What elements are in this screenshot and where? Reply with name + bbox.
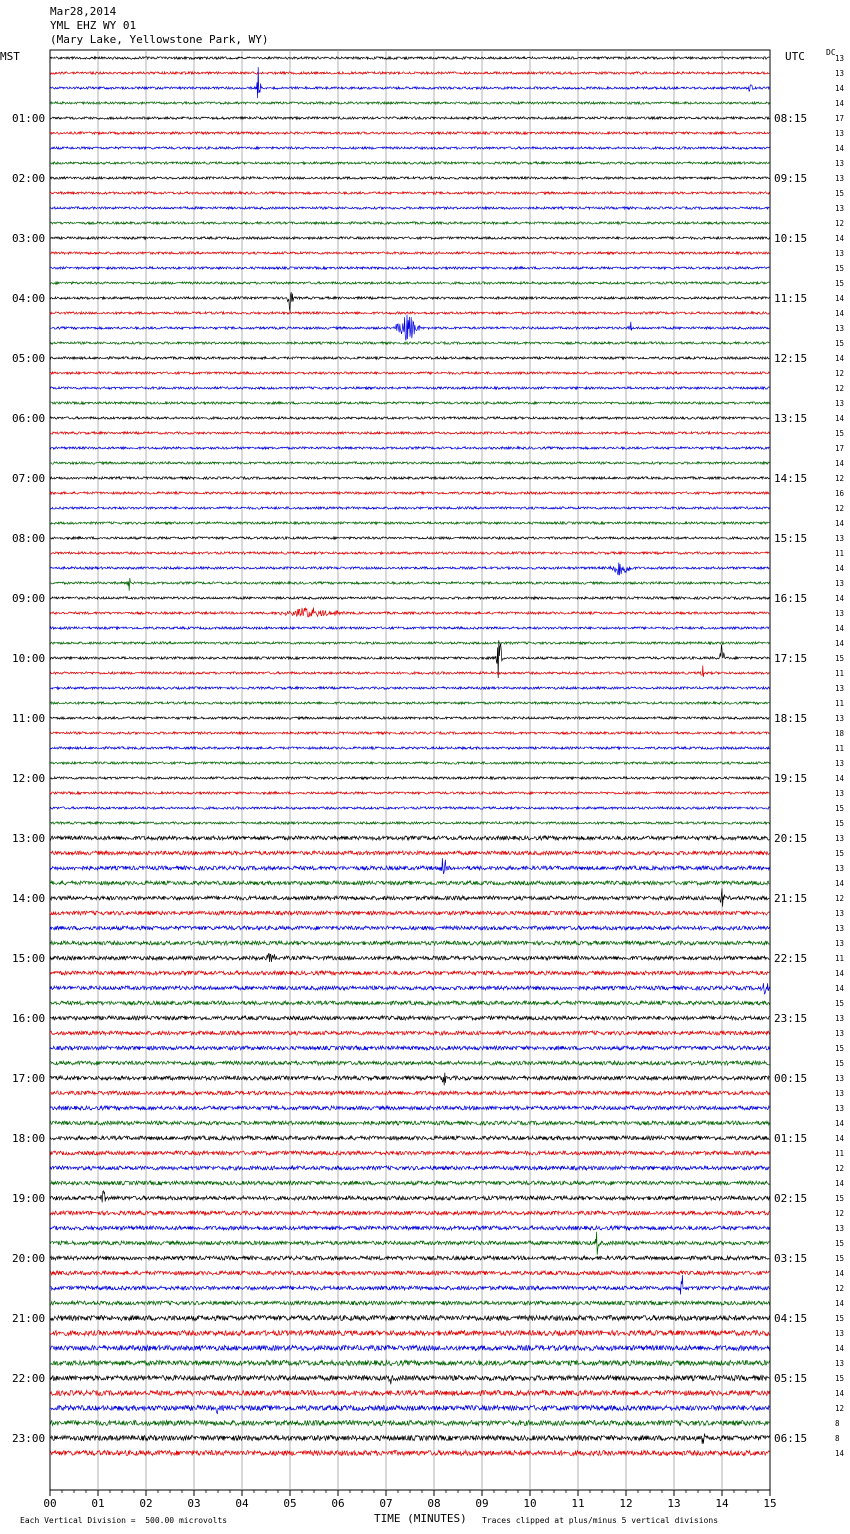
dc-offset-value: 13 — [835, 324, 845, 333]
seismic-trace-78 — [50, 1211, 769, 1215]
seismic-trace-80 — [50, 1232, 769, 1255]
seismic-trace-56 — [50, 881, 769, 885]
dc-offset-value: 14 — [835, 774, 845, 783]
seismic-trace-13 — [50, 237, 769, 239]
dc-offset-value: 13 — [835, 204, 845, 213]
right-hour-label: 09:15 — [774, 172, 808, 185]
x-tick-label: 01 — [91, 1497, 105, 1510]
right-hour-label: 13:15 — [774, 412, 808, 425]
seismic-trace-71 — [50, 1106, 769, 1110]
seismic-trace-26 — [50, 432, 769, 434]
x-tick-label: 11 — [571, 1497, 585, 1510]
seismic-trace-64 — [50, 1001, 769, 1005]
left-hour-label: 05:00 — [12, 352, 46, 365]
x-tick-label: 00 — [43, 1497, 57, 1510]
left-hour-label: 02:00 — [12, 172, 46, 185]
seismic-trace-5 — [50, 117, 769, 119]
left-hour-label: 03:00 — [12, 232, 46, 245]
right-hour-label: 00:15 — [774, 1072, 808, 1085]
seismic-trace-39 — [50, 627, 769, 629]
seismic-trace-54 — [50, 851, 769, 855]
dc-offset-value: 14 — [835, 1119, 845, 1128]
left-hour-label: 23:00 — [12, 1432, 46, 1445]
seismic-trace-23 — [50, 387, 769, 389]
dc-offset-value: 16 — [835, 489, 845, 498]
seismic-trace-16 — [50, 282, 769, 284]
right-hour-label: 14:15 — [774, 472, 808, 485]
seismic-trace-20 — [50, 342, 769, 344]
seismic-trace-47 — [50, 747, 769, 749]
x-tick-label: 10 — [523, 1497, 537, 1510]
station-id: YML EHZ WY 01 — [50, 19, 137, 32]
seismic-trace-45 — [50, 717, 769, 719]
dc-offset-value: 14 — [835, 1179, 845, 1188]
dc-offset-value: 12 — [835, 474, 845, 483]
seismic-trace-70 — [50, 1091, 769, 1095]
left-hour-label: 01:00 — [12, 112, 46, 125]
dc-offset-value: 12 — [835, 894, 845, 903]
left-hour-label: 22:00 — [12, 1372, 46, 1385]
dc-offset-value: 15 — [835, 264, 845, 273]
seismic-trace-17 — [50, 292, 769, 311]
seismic-trace-35 — [50, 563, 769, 576]
dc-offset-value: 15 — [835, 654, 845, 663]
seismic-trace-46 — [50, 732, 769, 734]
dc-label: DC — [826, 48, 836, 57]
x-tick-label: 12 — [619, 1497, 633, 1510]
seismic-trace-53 — [50, 836, 769, 840]
dc-offset-value: 15 — [835, 1044, 845, 1053]
seismic-trace-25 — [50, 417, 769, 419]
seismic-trace-63 — [50, 983, 769, 994]
seismic-trace-6 — [50, 132, 769, 134]
dc-offset-value: 14 — [835, 969, 845, 978]
x-tick-label: 09 — [475, 1497, 489, 1510]
dc-offset-value: 13 — [835, 864, 845, 873]
seismic-trace-7 — [50, 147, 769, 149]
dc-offset-value: 18 — [835, 729, 845, 738]
seismic-trace-19 — [50, 315, 769, 341]
left-hour-label: 18:00 — [12, 1132, 46, 1145]
seismic-trace-57 — [50, 888, 769, 906]
right-hour-label: 12:15 — [774, 352, 808, 365]
left-hour-label: 06:00 — [12, 412, 46, 425]
seismic-trace-77 — [50, 1191, 769, 1203]
dc-offset-value: 14 — [835, 624, 845, 633]
dc-offset-value: 14 — [835, 879, 845, 888]
left-hour-label: 13:00 — [12, 832, 46, 845]
right-hour-label: 06:15 — [774, 1432, 808, 1445]
seismic-trace-24 — [50, 402, 769, 404]
seismic-trace-38 — [50, 607, 769, 617]
dc-offset-value: 14 — [835, 84, 845, 93]
dc-offset-value: 14 — [835, 1449, 845, 1458]
dc-offset-value: 15 — [835, 1314, 845, 1323]
seismic-trace-29 — [50, 477, 769, 479]
dc-offset-value: 12 — [835, 369, 845, 378]
dc-offset-value: 15 — [835, 1254, 845, 1263]
dc-offset-value: 13 — [835, 714, 845, 723]
seismic-trace-32 — [50, 522, 769, 524]
seismic-trace-85 — [50, 1315, 769, 1320]
dc-offset-value: 13 — [835, 159, 845, 168]
x-tick-label: 02 — [139, 1497, 153, 1510]
seismic-trace-28 — [50, 462, 769, 464]
right-hour-label: 15:15 — [774, 532, 808, 545]
left-hour-label: 10:00 — [12, 652, 46, 665]
seismic-trace-93 — [50, 1434, 769, 1445]
seismic-trace-83 — [50, 1275, 769, 1294]
x-tick-label: 14 — [715, 1497, 729, 1510]
clip-note: Traces clipped at plus/minus 5 vertical divisions — [482, 1516, 719, 1525]
right-hour-label: 17:15 — [774, 652, 808, 665]
left-hour-label: 08:00 — [12, 532, 46, 545]
seismic-trace-52 — [50, 822, 769, 824]
x-tick-label: 04 — [235, 1497, 249, 1510]
seismic-trace-37 — [50, 597, 769, 599]
dc-offset-value: 15 — [835, 999, 845, 1008]
dc-offset-value: 13 — [835, 1359, 845, 1368]
seismic-trace-50 — [50, 792, 769, 794]
left-hour-label: 12:00 — [12, 772, 46, 785]
left-hour-label: 09:00 — [12, 592, 46, 605]
dc-offset-value: 12 — [835, 1164, 845, 1173]
left-hour-label: 21:00 — [12, 1312, 46, 1325]
dc-offset-value: 15 — [835, 279, 845, 288]
seismic-trace-82 — [50, 1271, 769, 1275]
dc-offset-value: 13 — [835, 1104, 845, 1113]
dc-offset-value: 14 — [835, 1299, 845, 1308]
seismic-trace-68 — [50, 1061, 769, 1065]
seismic-trace-59 — [50, 926, 769, 930]
dc-offset-value: 8 — [835, 1434, 840, 1443]
dc-offset-value: 13 — [835, 1074, 845, 1083]
seismic-trace-30 — [50, 492, 769, 494]
seismic-trace-14 — [50, 252, 769, 254]
seismic-trace-43 — [50, 687, 769, 689]
seismic-trace-11 — [50, 207, 769, 209]
station-location: (Mary Lake, Yellowstone Park, WY) — [50, 33, 269, 46]
dc-offset-value: 13 — [835, 759, 845, 768]
dc-offset-value: 15 — [835, 1059, 845, 1068]
seismic-trace-36 — [50, 578, 769, 591]
right-timezone-label: UTC — [785, 50, 805, 63]
dc-offset-value: 13 — [835, 1224, 845, 1233]
dc-offset-value: 13 — [835, 789, 845, 798]
dc-offset-value: 15 — [835, 1194, 845, 1203]
dc-offset-value: 13 — [835, 684, 845, 693]
dc-offset-value: 14 — [835, 519, 845, 528]
dc-offset-value: 11 — [835, 699, 845, 708]
seismic-trace-65 — [50, 1016, 769, 1020]
seismic-trace-79 — [50, 1226, 769, 1230]
seismic-trace-58 — [50, 911, 769, 915]
dc-offset-value: 8 — [835, 1419, 840, 1428]
x-tick-label: 03 — [187, 1497, 201, 1510]
dc-offset-value: 11 — [835, 549, 845, 558]
seismic-trace-62 — [50, 971, 769, 975]
dc-offset-value: 15 — [835, 429, 845, 438]
seismic-trace-12 — [50, 222, 769, 224]
seismic-trace-88 — [50, 1360, 769, 1365]
x-tick-label: 15 — [763, 1497, 777, 1510]
seismic-trace-1 — [50, 57, 769, 59]
dc-offset-value: 13 — [835, 534, 845, 543]
dc-offset-value: 14 — [835, 1134, 845, 1143]
x-tick-label: 05 — [283, 1497, 297, 1510]
right-hour-label: 22:15 — [774, 952, 808, 965]
right-hour-label: 21:15 — [774, 892, 808, 905]
dc-offset-value: 14 — [835, 594, 845, 603]
left-hour-label: 19:00 — [12, 1192, 46, 1205]
left-hour-label: 17:00 — [12, 1072, 46, 1085]
seismic-trace-86 — [50, 1330, 769, 1335]
seismic-trace-66 — [50, 1031, 769, 1035]
seismic-trace-94 — [50, 1450, 769, 1455]
dc-offset-value: 14 — [835, 459, 845, 468]
dc-offset-value: 14 — [835, 99, 845, 108]
seismic-trace-44 — [50, 702, 769, 704]
dc-offset-value: 14 — [835, 354, 845, 363]
dc-offset-value: 13 — [835, 1029, 845, 1038]
right-hour-label: 20:15 — [774, 832, 808, 845]
seismic-trace-4 — [50, 102, 769, 104]
seismic-trace-2 — [50, 72, 769, 74]
right-hour-label: 19:15 — [774, 772, 808, 785]
dc-offset-value: 12 — [835, 219, 845, 228]
seismic-trace-40 — [50, 642, 769, 644]
seismic-trace-74 — [50, 1151, 769, 1155]
left-timezone-label: MST — [0, 50, 20, 63]
dc-offset-value: 12 — [835, 384, 845, 393]
seismic-trace-89 — [50, 1375, 769, 1384]
seismic-trace-51 — [50, 807, 769, 809]
seismic-trace-81 — [50, 1256, 769, 1260]
left-hour-label: 04:00 — [12, 292, 46, 305]
dc-offset-value: 11 — [835, 954, 845, 963]
right-hour-label: 08:15 — [774, 112, 808, 125]
dc-offset-value: 14 — [835, 984, 845, 993]
seismic-trace-33 — [50, 537, 769, 539]
x-tick-label: 06 — [331, 1497, 345, 1510]
seismic-trace-67 — [50, 1046, 769, 1050]
dc-offset-value: 14 — [835, 234, 845, 243]
left-hour-label: 16:00 — [12, 1012, 46, 1025]
dc-offset-value: 13 — [835, 1014, 845, 1023]
seismic-trace-22 — [50, 372, 769, 374]
seismic-trace-90 — [50, 1390, 769, 1395]
dc-offset-value: 13 — [835, 249, 845, 258]
dc-offset-value: 14 — [835, 144, 845, 153]
seismic-trace-76 — [50, 1181, 769, 1185]
seismic-trace-27 — [50, 447, 769, 449]
left-hour-label: 11:00 — [12, 712, 46, 725]
right-hour-label: 02:15 — [774, 1192, 808, 1205]
seismic-trace-8 — [50, 162, 769, 164]
dc-offset-value: 13 — [835, 129, 845, 138]
dc-offset-value: 12 — [835, 1284, 845, 1293]
x-tick-label: 13 — [667, 1497, 681, 1510]
dc-offset-value: 15 — [835, 804, 845, 813]
dc-offset-value: 14 — [835, 564, 845, 573]
dc-offset-value: 13 — [835, 924, 845, 933]
seismic-trace-69 — [50, 1073, 769, 1086]
seismic-trace-73 — [50, 1136, 769, 1140]
dc-offset-value: 13 — [835, 909, 845, 918]
right-hour-label: 01:15 — [774, 1132, 808, 1145]
dc-offset-value: 12 — [835, 504, 845, 513]
seismic-trace-10 — [50, 192, 769, 194]
seismic-trace-61 — [50, 954, 769, 963]
dc-offset-value: 14 — [835, 1269, 845, 1278]
seismic-trace-87 — [50, 1345, 769, 1350]
right-hour-label: 11:15 — [774, 292, 808, 305]
dc-offset-value: 13 — [835, 54, 845, 63]
dc-offset-value: 17 — [835, 444, 845, 453]
dc-offset-value: 13 — [835, 69, 845, 78]
dc-offset-value: 15 — [835, 849, 845, 858]
dc-offset-value: 14 — [835, 639, 845, 648]
dc-offset-value: 14 — [835, 414, 845, 423]
dc-offset-value: 13 — [835, 834, 845, 843]
right-hour-label: 18:15 — [774, 712, 808, 725]
dc-offset-value: 11 — [835, 669, 845, 678]
dc-offset-value: 13 — [835, 939, 845, 948]
dc-offset-value: 13 — [835, 174, 845, 183]
dc-offset-value: 14 — [835, 1389, 845, 1398]
right-hour-label: 10:15 — [774, 232, 808, 245]
seismic-trace-15 — [50, 267, 769, 269]
seismic-trace-34 — [50, 552, 769, 554]
x-axis-label: TIME (MINUTES) — [374, 1512, 467, 1525]
seismic-trace-84 — [50, 1301, 769, 1305]
left-hour-label: 07:00 — [12, 472, 46, 485]
dc-offset-value: 15 — [835, 1239, 845, 1248]
seismic-trace-72 — [50, 1121, 769, 1125]
seismic-trace-75 — [50, 1166, 769, 1170]
seismic-trace-18 — [50, 312, 769, 314]
seismic-trace-21 — [50, 357, 769, 359]
seismic-trace-91 — [50, 1405, 769, 1413]
right-hour-label: 03:15 — [774, 1252, 808, 1265]
dc-offset-value: 15 — [835, 1374, 845, 1383]
dc-offset-value: 17 — [835, 114, 845, 123]
right-hour-label: 05:15 — [774, 1372, 808, 1385]
x-tick-label: 08 — [427, 1497, 441, 1510]
dc-offset-value: 14 — [835, 294, 845, 303]
seismic-trace-42 — [50, 666, 769, 677]
seismic-trace-48 — [50, 762, 769, 764]
seismic-trace-55 — [50, 858, 769, 874]
left-hour-label: 14:00 — [12, 892, 46, 905]
dc-offset-value: 13 — [835, 1089, 845, 1098]
seismic-trace-60 — [50, 941, 769, 945]
dc-offset-value: 13 — [835, 609, 845, 618]
dc-offset-value: 14 — [835, 309, 845, 318]
right-hour-label: 04:15 — [774, 1312, 808, 1325]
seismic-trace-92 — [50, 1420, 769, 1425]
seismic-trace-49 — [50, 777, 769, 779]
right-hour-label: 23:15 — [774, 1012, 808, 1025]
left-hour-label: 20:00 — [12, 1252, 46, 1265]
dc-offset-value: 13 — [835, 1329, 845, 1338]
dc-offset-value: 11 — [835, 1149, 845, 1158]
left-hour-label: 15:00 — [12, 952, 46, 965]
dc-offset-value: 12 — [835, 1209, 845, 1218]
x-tick-label: 07 — [379, 1497, 393, 1510]
plot-date: Mar28,2014 — [50, 5, 117, 18]
dc-offset-value: 15 — [835, 339, 845, 348]
dc-offset-value: 15 — [835, 189, 845, 198]
right-hour-label: 16:15 — [774, 592, 808, 605]
dc-offset-value: 15 — [835, 819, 845, 828]
dc-offset-value: 12 — [835, 1404, 845, 1413]
dc-offset-value: 13 — [835, 579, 845, 588]
seismic-trace-31 — [50, 507, 769, 509]
dc-offset-value: 11 — [835, 744, 845, 753]
dc-offset-value: 14 — [835, 1344, 845, 1353]
dc-offset-value: 13 — [835, 399, 845, 408]
scale-note: Each Vertical Division = 500.00 microvolts — [20, 1516, 228, 1525]
seismic-trace-9 — [50, 177, 769, 179]
